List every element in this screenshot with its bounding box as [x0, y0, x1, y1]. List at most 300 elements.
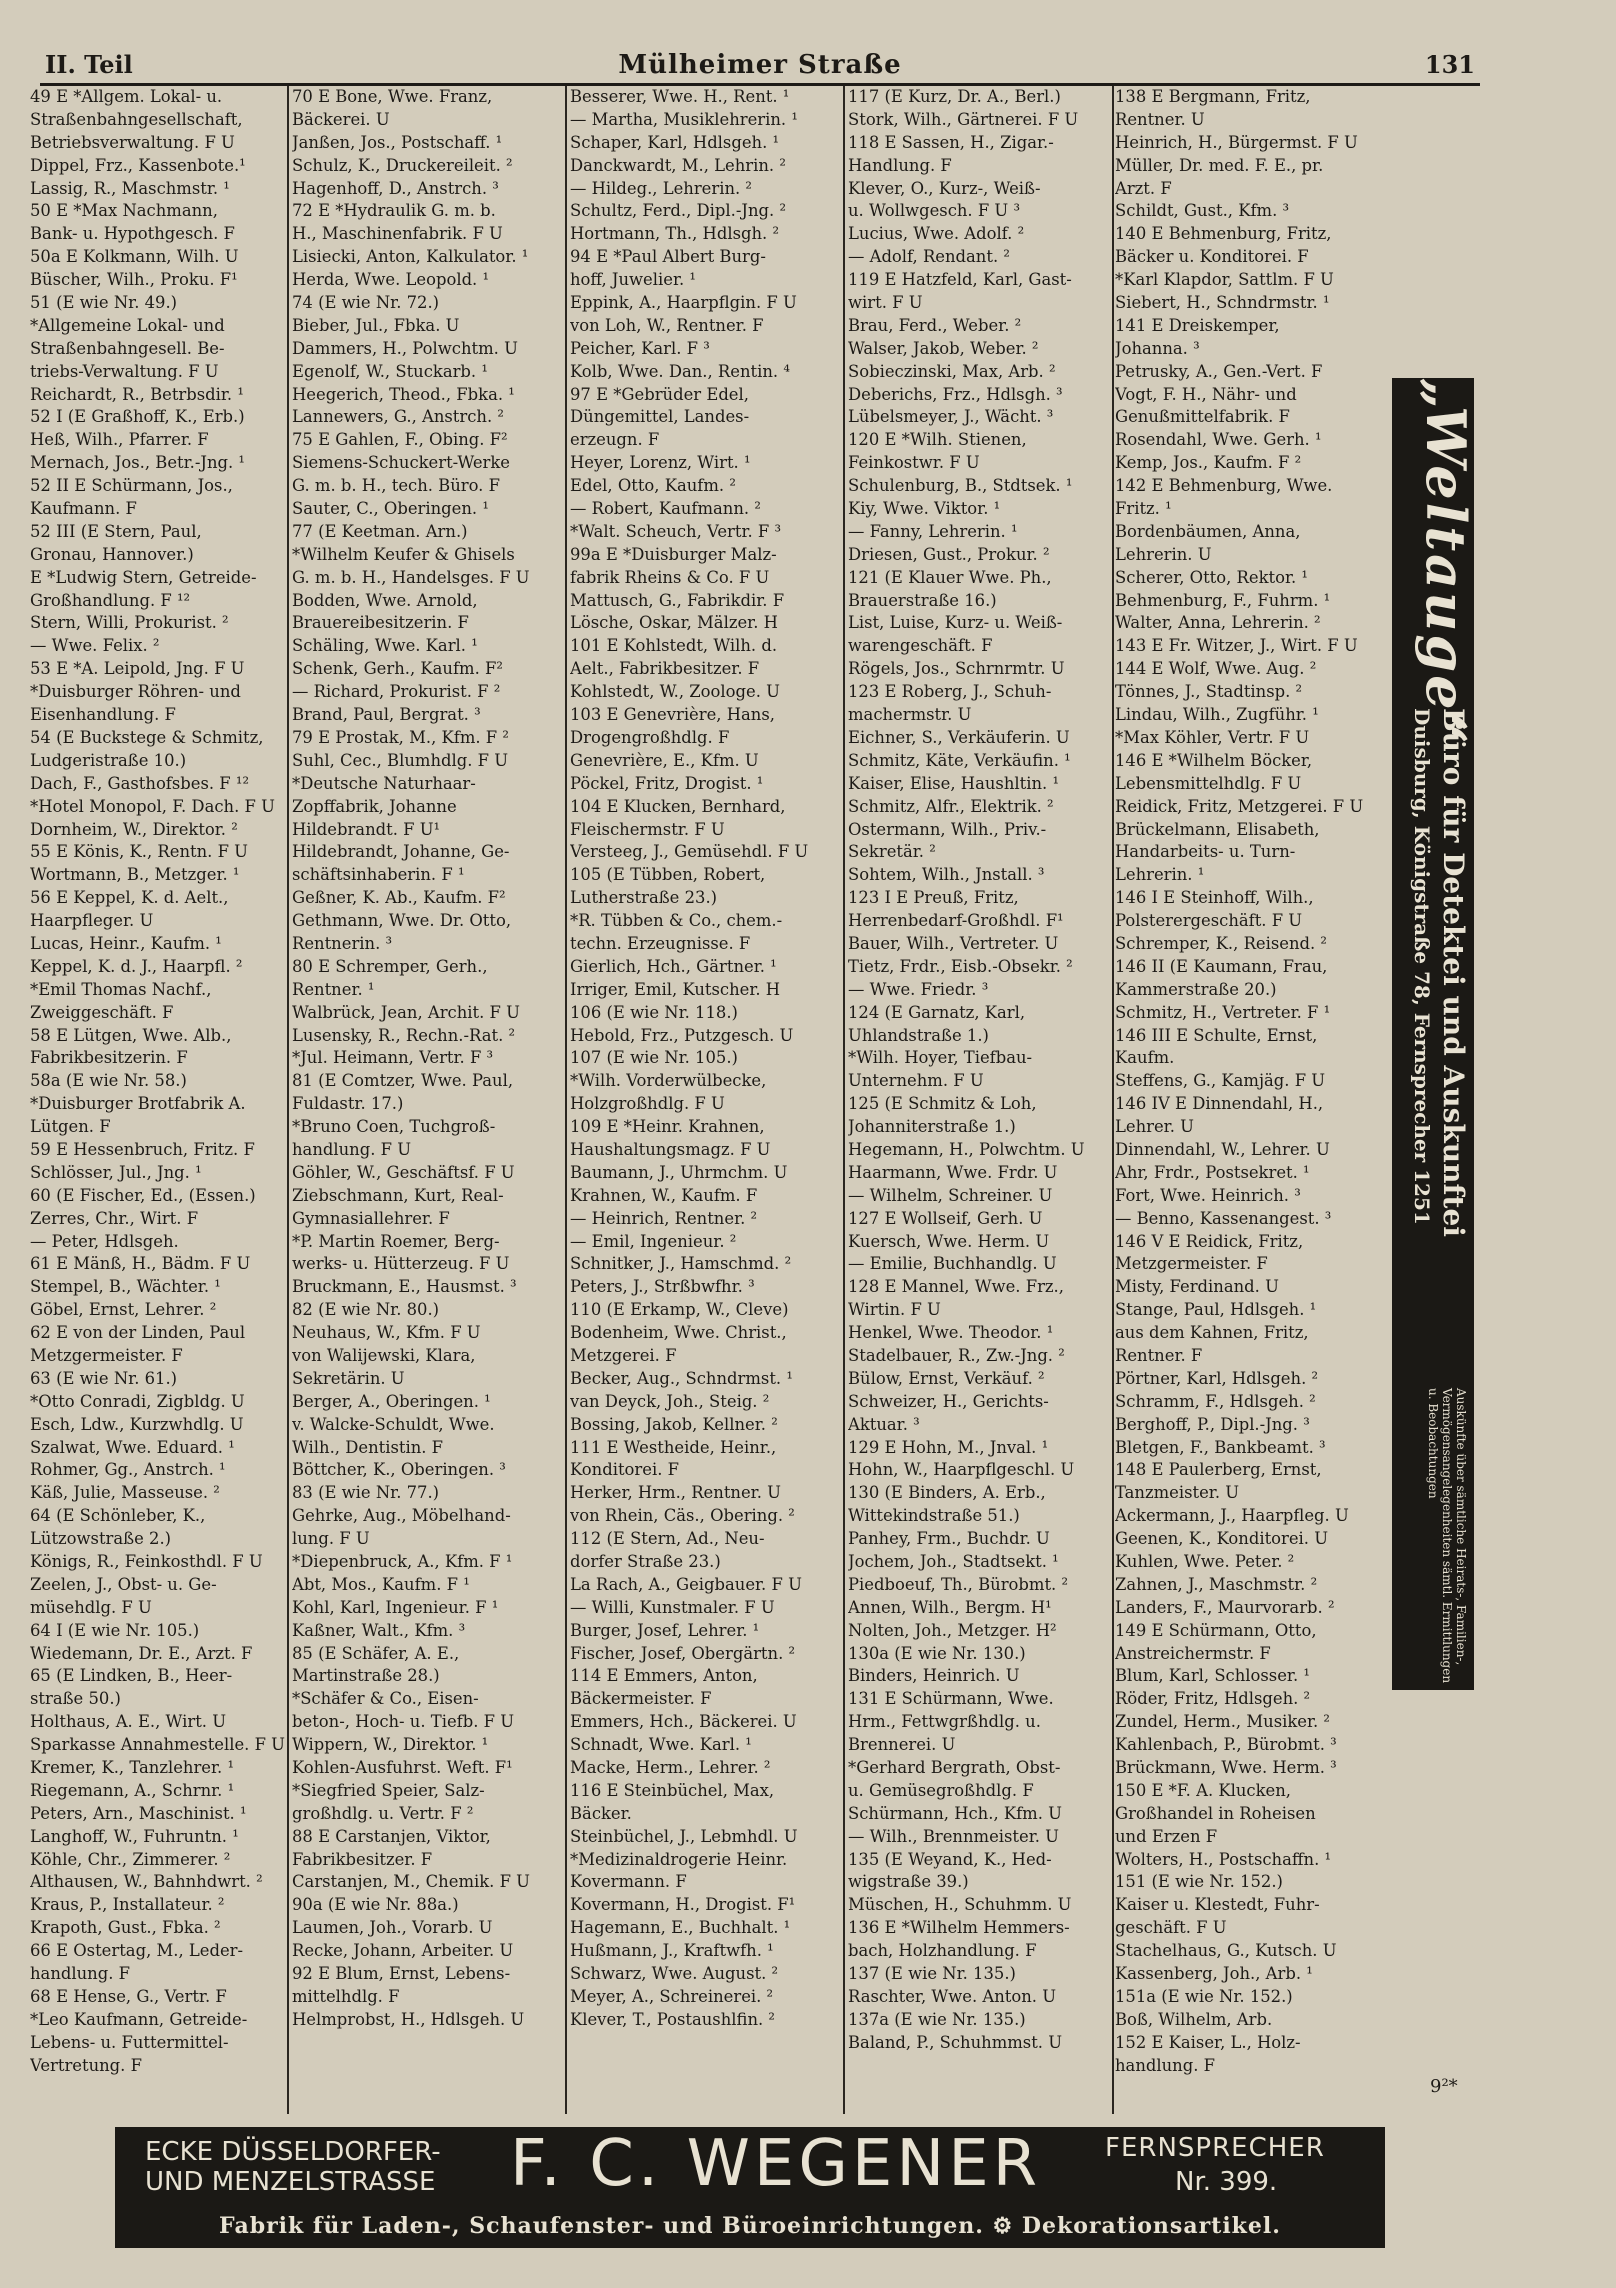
sheet-signature: 9²*	[1430, 2076, 1458, 2097]
directory-entry: Burger, Josef, Lehrer. ¹	[570, 1620, 760, 1640]
directory-entry: fabrik Rheins & Co. F U	[570, 567, 770, 587]
directory-entry: — Emilie, Buchhandlg. U	[848, 1254, 1057, 1274]
directory-entry: mittelhdlg. F	[292, 1986, 400, 2006]
directory-entry: Panhey, Frm., Buchdr. U	[848, 1529, 1050, 1549]
directory-entry: Wippern, W., Direktor. ¹	[292, 1735, 489, 1755]
directory-entry: Lösche, Oskar, Mälzer. H	[570, 613, 778, 633]
directory-entry: *Deutsche Naturhaar-	[292, 773, 476, 793]
directory-entry: Krahnen, W., Kaufm. F	[570, 1185, 758, 1205]
directory-entry: 146 V E Reidick, Fritz,	[1115, 1231, 1304, 1251]
directory-entry: 60 (E Fischer, Ed., (Essen.)	[30, 1185, 256, 1205]
footer-firm-name: F. C. WEGENER	[510, 2127, 1042, 2201]
directory-entry: 55 E Könis, K., Rentn. F U	[30, 842, 248, 862]
directory-entry: 82 (E wie Nr. 80.)	[292, 1300, 440, 1320]
directory-entry: 119 E Hatzfeld, Karl, Gast-	[848, 270, 1072, 290]
directory-entry: Vertretung. F	[30, 2055, 142, 2075]
directory-entry: Schultz, Ferd., Dipl.-Jng. ²	[570, 201, 787, 221]
directory-entry: Müschen, H., Schuhmm. U	[848, 1895, 1072, 1915]
directory-entry: Bäckerei. U	[292, 109, 390, 129]
directory-entry: Lutherstraße 23.)	[570, 888, 718, 908]
directory-entry: *Duisburger Röhren- und	[30, 682, 241, 702]
directory-entry: Gronau, Hannover.)	[30, 544, 194, 564]
directory-entry: 85 (E Schäfer, A. E.,	[292, 1643, 460, 1663]
directory-entry: Abt, Mos., Kaufm. F ¹	[292, 1574, 470, 1594]
directory-entry: Szalwat, Wwe. Eduard. ¹	[30, 1437, 235, 1457]
directory-entry: Walser, Jakob, Weber. ²	[848, 338, 1039, 358]
directory-entry: G. m. b. H., tech. Büro. F	[292, 476, 500, 496]
directory-entry: Tönnes, J., Stadtinsp. ²	[1115, 682, 1303, 702]
directory-entry: Straßenbahngesellschaft,	[30, 109, 243, 129]
directory-entry: Kahlenbach, P., Bürobmt. ³	[1115, 1735, 1337, 1755]
directory-entry: Versteeg, J., Gemüsehdl. F U	[570, 842, 809, 862]
directory-entry: Sohtem, Wilh., Jnstall. ³	[848, 865, 1045, 885]
directory-entry: 53 E *A. Leipold, Jng. F U	[30, 659, 245, 679]
directory-entry: Zahnen, J., Maschmstr. ²	[1115, 1574, 1318, 1594]
directory-entry: Henkel, Wwe. Theodor. ¹	[848, 1323, 1054, 1343]
directory-entry: 149 E Schürmann, Otto,	[1115, 1620, 1317, 1640]
directory-entry: Lisiecki, Anton, Kalkulator. ¹	[292, 247, 529, 267]
directory-entry: Stempel, B., Wächter. ¹	[30, 1277, 221, 1297]
footer-slogan: Fabrik für Laden-, Schaufenster- und Büroeinrichtungen. ⚙ Dekorationsartikel.	[219, 2213, 1281, 2239]
directory-entry: Lassig, R., Maschmstr. ¹	[30, 178, 230, 198]
directory-entry: Piedboeuf, Th., Bürobmt. ²	[848, 1574, 1069, 1594]
directory-entry: Schremper, K., Reisend. ²	[1115, 933, 1327, 953]
directory-entry: Nolten, Joh., Metzger. H²	[848, 1620, 1057, 1640]
directory-entry: Lehrerin. U	[1115, 544, 1212, 564]
directory-entry: 94 E *Paul Albert Burg-	[570, 247, 766, 267]
directory-entry: Rentnerin. ³	[292, 933, 393, 953]
directory-entry: 138 E Bergmann, Fritz,	[1115, 87, 1311, 106]
directory-entry: Keppel, K. d. J., Haarpfl. ²	[30, 956, 243, 976]
directory-entry: Hagenhoff, D., Anstrch. ³	[292, 178, 499, 198]
column-divider	[1112, 86, 1114, 2114]
directory-entry: Neuhaus, W., Kfm. F U	[292, 1323, 481, 1343]
directory-entry: Aelt., Fabrikbesitzer. F	[570, 659, 760, 679]
directory-entry: handlung. F	[1115, 2055, 1216, 2075]
directory-entry: Genevrière, E., Kfm. U	[570, 750, 759, 770]
directory-entry: 61 E Mänß, H., Bädm. F U	[30, 1254, 251, 1274]
directory-entry: *Emil Thomas Nachf.,	[30, 979, 212, 999]
directory-entry: Eichner, S., Verkäuferin. U	[848, 727, 1070, 747]
weltauge-advertisement	[1392, 378, 1478, 1690]
directory-entry: 64 I (E wie Nr. 105.)	[30, 1620, 200, 1640]
directory-entry: Lehrer. U	[1115, 1117, 1194, 1137]
directory-entry: Hegemann, H., Polwchtm. U	[848, 1139, 1085, 1159]
directory-entry: Köhle, Chr., Zimmerer. ²	[30, 1849, 231, 1869]
directory-entry: Sobieczinski, Max, Arb. ²	[848, 361, 1056, 381]
directory-entry: 105 (E Tübben, Robert,	[570, 865, 766, 885]
directory-entry: Reichardt, R., Betrbsdir. ¹	[30, 384, 244, 404]
directory-entry: 146 III E Schulte, Ernst,	[1115, 1025, 1318, 1045]
directory-entry: Driesen, Gust., Prokur. ²	[848, 544, 1050, 564]
directory-entry: 50a E Kolkmann, Wilh. U	[30, 247, 239, 267]
directory-entry: Misty, Ferdinand. U	[1115, 1277, 1279, 1297]
directory-entry: Schmitz, H., Vertreter. F ¹	[1115, 1002, 1331, 1022]
directory-entry: Ostermann, Wilh., Priv.-	[848, 819, 1047, 839]
directory-entry: *Duisburger Brotfabrik A.	[30, 1094, 246, 1114]
directory-entry: 150 E *F. A. Klucken,	[1115, 1780, 1291, 1800]
directory-entry: 124 (E Garnatz, Karl,	[848, 1002, 1026, 1022]
directory-entry: Laumen, Joh., Vorarb. U	[292, 1918, 493, 1938]
directory-entry: 62 E von der Linden, Paul	[30, 1323, 246, 1343]
directory-entry: Scherer, Otto, Rektor. ¹	[1115, 567, 1309, 587]
directory-entry: 118 E Sassen, H., Zigar.-	[848, 132, 1054, 152]
directory-entry: Düngemittel, Landes-	[570, 407, 750, 427]
directory-entry: Bletgen, F., Bankbeamt. ³	[1115, 1437, 1326, 1457]
directory-entry: Dammers, H., Polwchtm. U	[292, 338, 518, 358]
directory-entry: Lützowstraße 2.)	[30, 1529, 172, 1549]
directory-entry: Blum, Karl, Schlosser. ¹	[1115, 1666, 1310, 1686]
directory-entry: Uhlandstraße 1.)	[848, 1025, 989, 1045]
directory-entry: u. Wollwgesch. F U ³	[848, 201, 1021, 221]
directory-entry: Schnitker, J., Hamschmd. ²	[570, 1254, 792, 1274]
directory-entry: Pöckel, Fritz, Drogist. ¹	[570, 773, 764, 793]
directory-entry: Bäckermeister. F	[570, 1689, 712, 1709]
directory-entry: van Deyck, Joh., Steig. ²	[570, 1391, 770, 1411]
directory-entry: Siemens-Schuckert-Werke	[292, 453, 510, 473]
directory-entry: 65 (E Lindken, B., Heer-	[30, 1666, 233, 1686]
directory-entry: triebs-Verwaltung. F U	[30, 361, 219, 381]
directory-entry: Aktuar. ³	[848, 1414, 920, 1434]
directory-entry: Lannewers, G., Anstrch. ²	[292, 407, 504, 427]
directory-entry: Hußmann, J., Kraftwfh. ¹	[570, 1941, 774, 1961]
directory-entry: Böttcher, K., Oberingen. ³	[292, 1460, 506, 1480]
ad-line-2: Duisburg, Königstraße 78, Fernsprecher 1251	[1410, 708, 1434, 1225]
directory-entry: Zundel, Herm., Musiker. ²	[1115, 1712, 1331, 1732]
directory-entry: Fabrikbesitzer. F	[292, 1849, 433, 1869]
directory-entry: Sparkasse Annahmestelle. F U	[30, 1735, 285, 1755]
directory-entry: *P. Martin Roemer, Berg-	[292, 1231, 500, 1251]
directory-entry: Danckwardt, M., Lehrin. ²	[570, 155, 786, 175]
directory-entry: *Gerhard Bergrath, Obst-	[848, 1758, 1061, 1778]
directory-entry: 77 (E Keetman. Arn.)	[292, 521, 468, 541]
directory-entry: Arzt. F	[1115, 178, 1172, 198]
directory-entry: Brauereibesitzerin. F	[292, 613, 469, 633]
directory-entry: Bordenbäumen, Anna,	[1115, 521, 1301, 541]
directory-entry: Geenen, K., Konditorei. U	[1115, 1529, 1329, 1549]
directory-entry: Hrm., Fettwgrßhdlg. u.	[848, 1712, 1041, 1732]
directory-entry: Metzgermeister. F	[30, 1345, 183, 1365]
directory-entry: von Loh, W., Rentner. F	[570, 315, 764, 335]
directory-entry: Brennerei. U	[848, 1735, 956, 1755]
directory-entry: Peicher, Karl. F ³	[570, 338, 710, 358]
directory-entry: Heegerich, Theod., Fbka. ¹	[292, 384, 515, 404]
directory-entry: Heinrich, H., Bürgermst. F U	[1115, 132, 1358, 152]
directory-entry: Deberichs, Frz., Hdlsgh. ³	[848, 384, 1063, 404]
directory-entry: — Wwe. Felix. ²	[30, 636, 160, 656]
directory-entry: 130a (E wie Nr. 130.)	[848, 1643, 1026, 1663]
directory-entry: 63 (E wie Nr. 61.)	[30, 1368, 178, 1388]
directory-entry: *Wilh. Hoyer, Tiefbau-	[848, 1048, 1033, 1068]
directory-entry: E *Ludwig Stern, Getreide-	[30, 567, 257, 587]
directory-entry: lung. F U	[292, 1529, 370, 1549]
directory-entry: Martinstraße 28.)	[292, 1666, 440, 1686]
directory-entry: Baumann, J., Uhrmchm. U	[570, 1162, 788, 1182]
directory-entry: 54 (E Buckstege & Schmitz,	[30, 727, 264, 747]
directory-entry: Kuersch, Wwe. Herm. U	[848, 1231, 1050, 1251]
directory-entry: Straßenbahngesell. Be-	[30, 338, 225, 358]
directory-entry: Brückelmann, Elisabeth,	[1115, 819, 1320, 839]
directory-entry: *Wilh. Vorderwülbecke,	[570, 1071, 767, 1091]
directory-entry: Berghoff, P., Dipl.-Jng. ³	[1115, 1414, 1310, 1434]
directory-entry: *Schäfer & Co., Eisen-	[292, 1689, 479, 1709]
directory-entry: Fabrikbesitzerin. F	[30, 1048, 188, 1068]
directory-entry: Suhl, Cec., Blumhdlg. F U	[292, 750, 509, 770]
directory-entry: von Rhein, Cäs., Obering. ²	[570, 1506, 795, 1526]
directory-entry: Rentner. ¹	[292, 979, 375, 999]
directory-entry: — Emil, Ingenieur. ²	[570, 1231, 737, 1251]
directory-entry: 109 E *Heinr. Krahnen,	[570, 1117, 765, 1137]
directory-entry: *Otto Conradi, Zigbldg. U	[30, 1391, 245, 1411]
part-label: II. Teil	[45, 50, 133, 79]
directory-entry: Lütgen. F	[30, 1117, 111, 1137]
directory-entry: handlung. F	[30, 1964, 131, 1984]
directory-entry: Bodden, Wwe. Arnold,	[292, 590, 478, 610]
directory-entry: Heyer, Lorenz, Wirt. ¹	[570, 453, 751, 473]
directory-entry: Walbrück, Jean, Archit. F U	[292, 1002, 520, 1022]
directory-entry: 151 (E wie Nr. 152.)	[1115, 1872, 1283, 1892]
directory-entry: Drogengroßhdlg. F	[570, 727, 730, 747]
directory-entry: H., Maschinenfabrik. F U	[292, 224, 503, 244]
directory-entry: Anstreichermstr. F	[1115, 1643, 1271, 1663]
column-2	[292, 86, 567, 2114]
directory-entry: Hohn, W., Haarpflgeschl. U	[848, 1460, 1075, 1480]
directory-entry: 146 E *Wilhelm Böcker,	[1115, 750, 1313, 770]
directory-entry: 52 I (E Graßhoff, K., Erb.)	[30, 407, 245, 427]
directory-entry: Langhoff, W., Fuhruntn. ¹	[30, 1826, 239, 1846]
directory-entry: 79 E Prostak, M., Kfm. F ²	[292, 727, 509, 747]
directory-entry: Lübelsmeyer, J., Wächt. ³	[848, 407, 1054, 427]
column-4	[848, 86, 1120, 2114]
directory-entry: Mernach, Jos., Betr.-Jng. ¹	[30, 453, 246, 473]
directory-entry: Unternehm. F U	[848, 1071, 984, 1091]
directory-entry: 72 E *Hydraulik G. m. b.	[292, 201, 496, 221]
directory-entry: 152 E Kaiser, L., Holz-	[1115, 2032, 1301, 2052]
directory-entry: Holzgroßhdlg. F U	[570, 1094, 725, 1114]
directory-entry: dorfer Straße 23.)	[570, 1552, 721, 1571]
directory-columns	[30, 86, 1400, 2114]
directory-entry: Reidick, Fritz, Metzgerei. F U	[1115, 796, 1364, 816]
directory-entry: Annen, Wilh., Bergm. H¹	[848, 1597, 1052, 1617]
directory-entry: Tietz, Frdr., Eisb.-Obsekr. ²	[848, 956, 1073, 976]
directory-entry: Haarmann, Wwe. Frdr. U	[848, 1162, 1058, 1182]
directory-entry: Meyer, A., Schreinerei. ²	[570, 1986, 774, 2006]
directory-entry: Mattusch, G., Fabrikdir. F	[570, 590, 785, 610]
directory-entry: — Robert, Kaufmann. ²	[570, 499, 761, 519]
directory-entry: 99a E *Duisburger Malz-	[570, 544, 777, 564]
directory-entry: 123 E Roberg, J., Schuh-	[848, 682, 1052, 702]
directory-entry: 74 (E wie Nr. 72.)	[292, 293, 440, 313]
directory-entry: Fuldastr. 17.)	[292, 1094, 404, 1114]
directory-entry: müsehdlg. F U	[30, 1597, 152, 1617]
directory-entry: 49 E *Allgem. Lokal- u.	[30, 87, 223, 106]
directory-entry: Röder, Fritz, Hdlsgeh. ²	[1115, 1689, 1311, 1709]
directory-entry: 127 E Wollseif, Gerh. U	[848, 1208, 1043, 1228]
directory-entry: *Walt. Scheuch, Vertr. F ³	[570, 521, 782, 541]
directory-entry: Schlösser, Jul., Jng. ¹	[30, 1162, 202, 1182]
directory-entry: *Hotel Monopol, F. Dach. F U	[30, 796, 275, 816]
directory-entry: Lusensky, R., Rechn.-Rat. ²	[292, 1025, 516, 1045]
directory-entry: 129 E Hohn, M., Jnval. ¹	[848, 1437, 1049, 1457]
directory-entry: List, Luise, Kurz- u. Weiß-	[848, 613, 1063, 633]
directory-entry: — Adolf, Rendant. ²	[848, 247, 1010, 267]
directory-entry: 148 E Paulerberg, Ernst,	[1115, 1460, 1322, 1480]
directory-entry: Wiedemann, Dr. E., Arzt. F	[30, 1643, 253, 1663]
column-divider	[287, 86, 289, 2114]
directory-entry: Kremer, K., Tanzlehrer. ¹	[30, 1758, 235, 1778]
directory-entry: *Jul. Heimann, Vertr. F ³	[292, 1048, 494, 1068]
directory-entry: 136 E *Wilhelm Hemmers-	[848, 1918, 1070, 1938]
directory-entry: Schürmann, Hch., Kfm. U	[848, 1803, 1062, 1823]
directory-entry: 59 E Hessenbruch, Fritz. F	[30, 1139, 255, 1159]
directory-entry: 137a (E wie Nr. 135.)	[848, 2009, 1026, 2029]
directory-entry: Wittekindstraße 51.)	[848, 1506, 1020, 1526]
directory-entry: 83 (E wie Nr. 77.)	[292, 1483, 440, 1503]
directory-entry: wirt. F U	[848, 293, 923, 313]
directory-entry: Rohmer, Gg., Anstrch. ¹	[30, 1460, 226, 1480]
directory-entry: Haushaltungsmagz. F U	[570, 1139, 771, 1159]
directory-entry: — Wwe. Friedr. ³	[848, 979, 989, 999]
directory-entry: 144 E Wolf, Wwe. Aug. ²	[1115, 659, 1317, 679]
directory-entry: Althausen, W., Bahnhdwrt. ²	[30, 1872, 263, 1892]
directory-entry: 50 E *Max Nachmann,	[30, 201, 218, 221]
directory-entry: Zweiggeschäft. F	[30, 1002, 174, 1022]
directory-entry: Kohl, Karl, Ingenieur. F ¹	[292, 1597, 499, 1617]
directory-entry: Emmers, Hch., Bäckerei. U	[570, 1712, 797, 1732]
directory-entry: Lebens- u. Futtermittel-	[30, 2032, 229, 2052]
street-title: Mülheimer Straße	[618, 50, 902, 80]
directory-entry: Ziebschmann, Kurt, Real-	[292, 1185, 504, 1205]
directory-entry: Esch, Ldw., Kurzwhdlg. U	[30, 1414, 244, 1434]
directory-entry: Sekretär. ²	[848, 842, 936, 862]
directory-entry: erzeugn. F	[570, 430, 660, 450]
directory-entry: Egenolf, W., Stuckarb. ¹	[292, 361, 488, 381]
directory-entry: Schildt, Gust., Kfm. ³	[1115, 201, 1290, 221]
directory-entry: Brand, Paul, Bergrat. ³	[292, 705, 481, 725]
directory-entry: Schmitz, Alfr., Elektrik. ²	[848, 796, 1054, 816]
directory-entry: La Rach, A., Geigbauer. F U	[570, 1574, 802, 1594]
directory-entry: Hebold, Frz., Putzgesch. U	[570, 1025, 794, 1045]
directory-entry: G. m. b. H., Handelsges. F U	[292, 567, 530, 587]
directory-entry: Bäcker u. Konditorei. F	[1115, 247, 1309, 267]
directory-entry: Sekretärin. U	[292, 1368, 405, 1388]
column-5	[1115, 86, 1385, 2114]
directory-entry: 146 I E Steinhoff, Wilh.,	[1115, 888, 1314, 908]
directory-entry: Großhandlung. F ¹²	[30, 590, 191, 610]
directory-entry: u. Gemüsegroßhdlg. F	[848, 1780, 1034, 1800]
directory-entry: 66 E Ostertag, M., Leder-	[30, 1941, 244, 1961]
directory-entry: 90a (E wie Nr. 88a.)	[292, 1895, 459, 1915]
directory-entry: Schulenburg, B., Stdtsek. ¹	[848, 476, 1073, 496]
directory-entry: Gehrke, Aug., Möbelhand-	[292, 1506, 511, 1526]
directory-entry: aus dem Kahnen, Fritz,	[1115, 1323, 1309, 1343]
directory-entry: 64 (E Schönleber, K.,	[30, 1506, 206, 1526]
directory-entry: Bäcker.	[570, 1803, 632, 1823]
directory-entry: straße 50.)	[30, 1689, 121, 1709]
directory-entry: 130 (E Binders, A. Erb.,	[848, 1483, 1046, 1503]
directory-entry: Fort, Wwe. Heinrich. ³	[1115, 1185, 1301, 1205]
directory-entry: Helmprobst, H., Hdlsgeh. U	[292, 2009, 525, 2029]
directory-entry: Metzgermeister. F	[1115, 1254, 1268, 1274]
directory-entry: Macke, Herm., Lehrer. ²	[570, 1758, 771, 1778]
directory-entry: Ahr, Frdr., Postsekret. ¹	[1115, 1162, 1310, 1182]
directory-entry: Eppink, A., Haarpflgin. F U	[570, 293, 797, 313]
directory-entry: Lucas, Heinr., Kaufm. ¹	[30, 933, 222, 953]
wegener-advertisement	[115, 2127, 1385, 2248]
directory-entry: Rosendahl, Wwe. Gerh. ¹	[1115, 430, 1322, 450]
directory-entry: Ludgeristraße 10.)	[30, 750, 187, 770]
directory-entry: 128 E Mannel, Wwe. Frz.,	[848, 1277, 1064, 1297]
footer-phone-number: Nr. 399.	[1175, 2167, 1278, 2197]
directory-entry: Haarpfleger. U	[30, 911, 154, 931]
directory-entry: Wolters, H., Postschaffn. ¹	[1115, 1849, 1332, 1869]
directory-entry: 131 E Schürmann, Wwe.	[848, 1689, 1054, 1709]
directory-entry: *Medizinaldrogerie Heinr.	[570, 1849, 788, 1869]
directory-entry: Bodenheim, Wwe. Christ.,	[570, 1323, 787, 1343]
directory-entry: 88 E Carstanjen, Viktor,	[292, 1826, 491, 1846]
directory-entry: 101 E Kohlstedt, Wilh. d.	[570, 636, 778, 656]
directory-entry: Schramm, F., Hdlsgeh. ²	[1115, 1391, 1316, 1411]
directory-entry: 112 (E Stern, Ad., Neu-	[570, 1529, 765, 1549]
directory-entry: Konditorei. F	[570, 1460, 679, 1480]
directory-entry: Johanniterstraße 1.)	[848, 1117, 1016, 1137]
ad-brand: „Weltauge“	[1414, 378, 1478, 747]
directory-entry: Schaper, Karl, Hdlsgeh. ¹	[570, 132, 780, 152]
directory-entry: 103 E Genevrière, Hans,	[570, 705, 775, 725]
column-divider	[565, 86, 567, 2114]
directory-entry: Schweizer, H., Gerichts-	[848, 1391, 1049, 1411]
directory-entry: Dach, F., Gasthofsbes. F ¹²	[30, 773, 250, 793]
directory-entry: 137 (E wie Nr. 135.)	[848, 1964, 1016, 1984]
directory-entry: *Allgemeine Lokal- und	[30, 315, 225, 335]
directory-entry: machermstr. U	[848, 705, 972, 725]
directory-entry: Polsterergeschäft. F U	[1115, 911, 1303, 931]
directory-entry: Walter, Anna, Lehrerin. ²	[1115, 613, 1321, 633]
directory-entry: schäftsinhaberin. F ¹	[292, 865, 465, 885]
column-1	[30, 86, 285, 2114]
directory-entry: — Benno, Kassenangest. ³	[1115, 1208, 1332, 1228]
directory-entry: Metzgerei. F	[570, 1345, 677, 1365]
directory-entry: — Wilh., Brennmeister. U	[848, 1826, 1059, 1846]
directory-entry: warengeschäft. F	[848, 636, 993, 656]
directory-entry: Schulz, K., Druckereileit. ²	[292, 155, 513, 175]
directory-entry: 81 (E Comtzer, Wwe. Paul,	[292, 1071, 514, 1091]
directory-entry: Behmenburg, F., Fuhrm. ¹	[1115, 590, 1331, 610]
directory-entry: 75 E Gahlen, F., Obing. F²	[292, 430, 508, 450]
directory-entry: — Hildeg., Lehrerin. ²	[570, 178, 752, 198]
directory-entry: Stachelhaus, G., Kutsch. U	[1115, 1941, 1337, 1961]
directory-entry: Müller, Dr. med. F. E., pr.	[1115, 155, 1324, 175]
directory-entry: Holthaus, A. E., Wirt. U	[30, 1712, 227, 1732]
directory-entry: Schmitz, Käte, Verkäufin. ¹	[848, 750, 1071, 770]
directory-entry: Königs, R., Feinkosthdl. F U	[30, 1552, 263, 1571]
directory-entry: Klever, O., Kurz-, Weiß-	[848, 178, 1041, 198]
directory-entry: 125 (E Schmitz & Loh,	[848, 1094, 1037, 1114]
directory-entry: Dornheim, W., Direktor. ²	[30, 819, 238, 839]
ad-line-3: Auskünfte über sämtliche Heirats-, Familien-, Vermögensangelegenheiten sämtl. Ermittlungen u. Beobachtungen	[1426, 1388, 1468, 1684]
directory-entry: Göhler, W., Geschäftsf. F U	[292, 1162, 515, 1182]
directory-entry: Kaiser u. Klestedt, Fuhr-	[1115, 1895, 1320, 1915]
directory-entry: 114 E Emmers, Anton,	[570, 1666, 758, 1686]
directory-entry: Kaufmann. F	[30, 499, 137, 519]
directory-entry: Büscher, Wilh., Proku. F¹	[30, 270, 238, 290]
directory-entry: 142 E Behmenburg, Wwe.	[1115, 476, 1333, 496]
directory-entry: *Wilhelm Keufer & Ghisels	[292, 544, 515, 564]
directory-entry: Steffens, G., Kamjäg. F U	[1115, 1071, 1326, 1091]
directory-entry: 135 (E Weyand, K., Hed-	[848, 1849, 1052, 1869]
directory-entry: bach, Holzhandlung. F	[848, 1941, 1037, 1961]
directory-entry: Käß, Julie, Masseuse. ²	[30, 1483, 220, 1503]
